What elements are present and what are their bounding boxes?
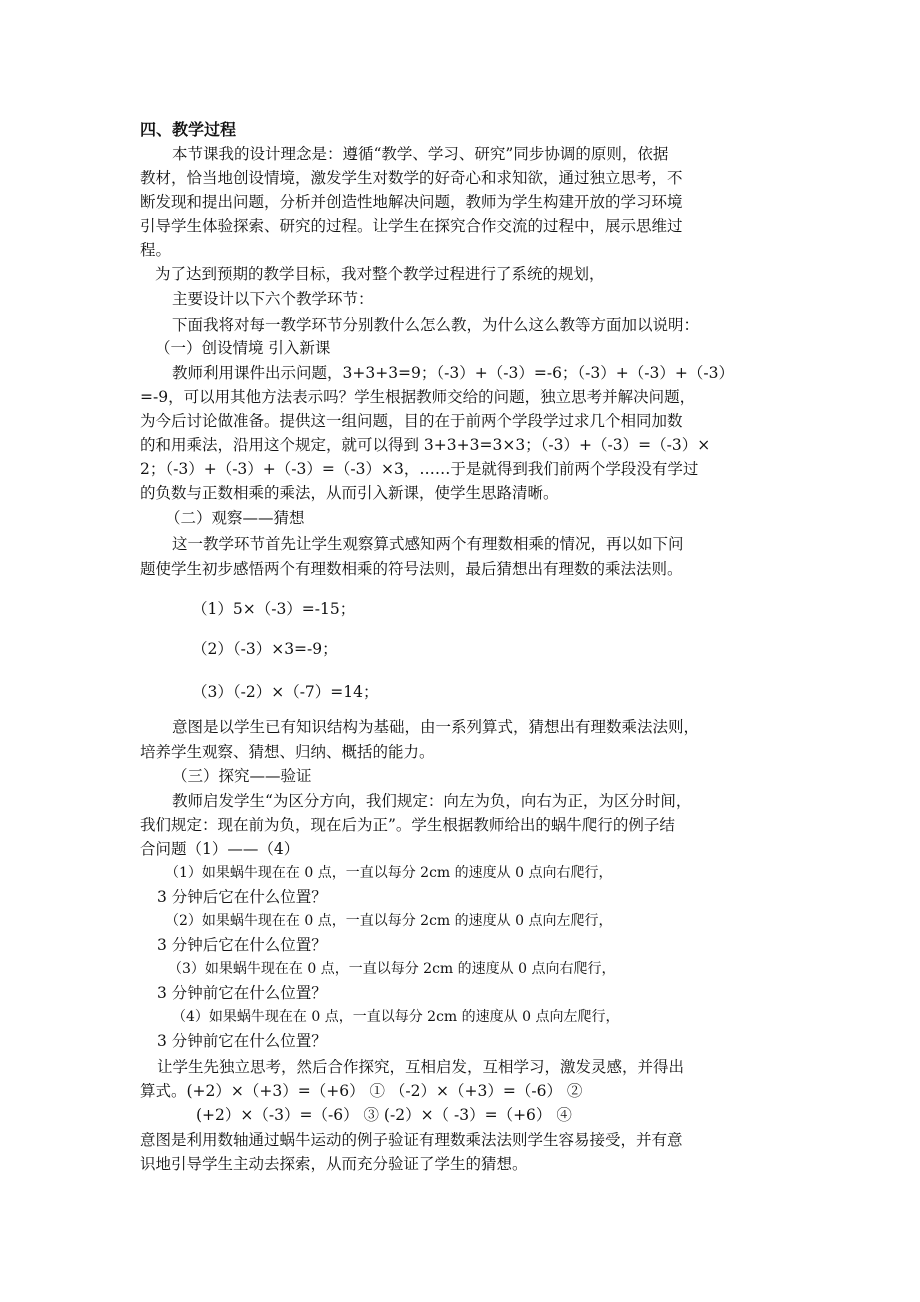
text-line: 意图是以学生已有知识结构为基础，由一系列算式，猜想出有理数乘法法则， bbox=[172, 718, 700, 736]
text-line: 这一教学环节首先让学生观察算式感知两个有理数相乘的情况，再以如下问 bbox=[172, 535, 684, 553]
text-line: 的负数与正数相乘的乘法，从而引入新课，使学生思路清晰。 bbox=[140, 484, 559, 502]
text-line: 合问题（1）——（4） bbox=[140, 840, 300, 858]
equation-line: (+2）×（-3）=（-6） ③ (-2）×（ -3）=（+6） ④ bbox=[196, 1106, 572, 1124]
text-line: 教材，恰当地创设情境，激发学生对数学的好奇心和求知欲，通过独立思考，不 bbox=[140, 169, 683, 187]
text-line: 引导学生体验探索、研究的过程。让学生在探究合作交流的过程中，展示思维过 bbox=[140, 217, 683, 235]
equation-line: （3）（-2）×（-7）=14； bbox=[192, 683, 379, 701]
text-line: 程。 bbox=[140, 241, 172, 259]
text-line: 培养学生观察、猜想、归纳、概括的能力。 bbox=[140, 743, 435, 761]
equation-line: 算式。(+2）×（+3）=（+6） ① （-2）×（+3）=（-6） ② bbox=[140, 1082, 583, 1100]
text-line: =-9，可以用其他方法表示吗？学生根据教师交给的问题，独立思考并解决问题， bbox=[140, 388, 696, 406]
question-line: 3 分钟前它在什么位置？ bbox=[157, 1032, 327, 1050]
question-line: （4）如果蜗牛现在在 0 点，一直以每分 2cm 的速度从 0 点向左爬行， bbox=[172, 1009, 620, 1025]
text-line: 让学生先独立思考，然后合作探究，互相启发，互相学习，激发灵感，并得出 bbox=[157, 1058, 685, 1076]
section-heading: 四、教学过程 bbox=[140, 120, 237, 139]
text-line: 识地引导学生主动去探索，从而充分验证了学生的猜想。 bbox=[140, 1155, 528, 1173]
text-line: 意图是利用数轴通过蜗牛运动的例子验证有理数乘法法则学生容易接受，并有意 bbox=[140, 1131, 683, 1149]
text-line: 主要设计以下六个教学环节： bbox=[172, 290, 374, 308]
equation-line: （1）5×（-3）=-15； bbox=[192, 600, 356, 618]
question-line: 3 分钟前它在什么位置？ bbox=[157, 984, 327, 1002]
text-line: 2；（-3）+（-3）+（-3）=（-3）×3，……于是就得到我们前两个学段没有学过 bbox=[140, 460, 699, 478]
question-line: 3 分钟后它在什么位置？ bbox=[157, 936, 327, 954]
text-line: 题使学生初步感悟两个有理数相乘的符号法则，最后猜想出有理数的乘法法则。 bbox=[140, 560, 683, 578]
question-line: （3）如果蜗牛现在在 0 点，一直以每分 2cm 的速度从 0 点向右爬行， bbox=[168, 961, 616, 977]
equation-line: （2）（-3）×3=-9； bbox=[192, 640, 338, 658]
question-line: （1）如果蜗牛现在在 0 点，一直以每分 2cm 的速度从 0 点向右爬行， bbox=[165, 865, 613, 881]
text-line: 为今后讨论做准备。提供这一组问题，目的在于前两个学段学过求几个相同加数 bbox=[140, 412, 683, 430]
text-line: 本节课我的设计理念是：遵循“教学、学习、研究”同步协调的原则，依据 bbox=[172, 145, 669, 163]
text-line: 教师利用课件出示问题，3+3+3=9；（-3）+（-3）=-6；（-3）+（-3）+（-3） bbox=[172, 364, 734, 382]
text-line: 我们规定：现在前为负，现在后为正”。学生根据教师给出的蜗牛爬行的例子结 bbox=[140, 816, 675, 834]
subsection-heading: （三）探究——验证 bbox=[172, 767, 312, 785]
subsection-heading: （二）观察——猜想 bbox=[165, 509, 305, 527]
text-line: 为了达到预期的教学目标，我对整个教学过程进行了系统的规划， bbox=[155, 265, 605, 283]
text-line: 教师启发学生“为区分方向，我们规定：向左为负，向右为正，为区分时间， bbox=[172, 792, 692, 810]
question-line: （2）如果蜗牛现在在 0 点，一直以每分 2cm 的速度从 0 点向左爬行， bbox=[165, 913, 613, 929]
question-line: 3 分钟后它在什么位置？ bbox=[157, 888, 327, 906]
text-line: 的和用乘法，沿用这个规定，就可以得到 3+3+3=3×3；（-3）+（-3）=（-3）× bbox=[140, 436, 711, 454]
text-line: 下面我将对每一教学环节分别教什么怎么教，为什么这么教等方面加以说明： bbox=[172, 316, 700, 334]
subsection-heading: （一）创设情境 引入新课 bbox=[155, 339, 331, 357]
text-line: 断发现和提出问题，分析并创造性地解决问题，教师为学生构建开放的学习环境 bbox=[140, 193, 683, 211]
